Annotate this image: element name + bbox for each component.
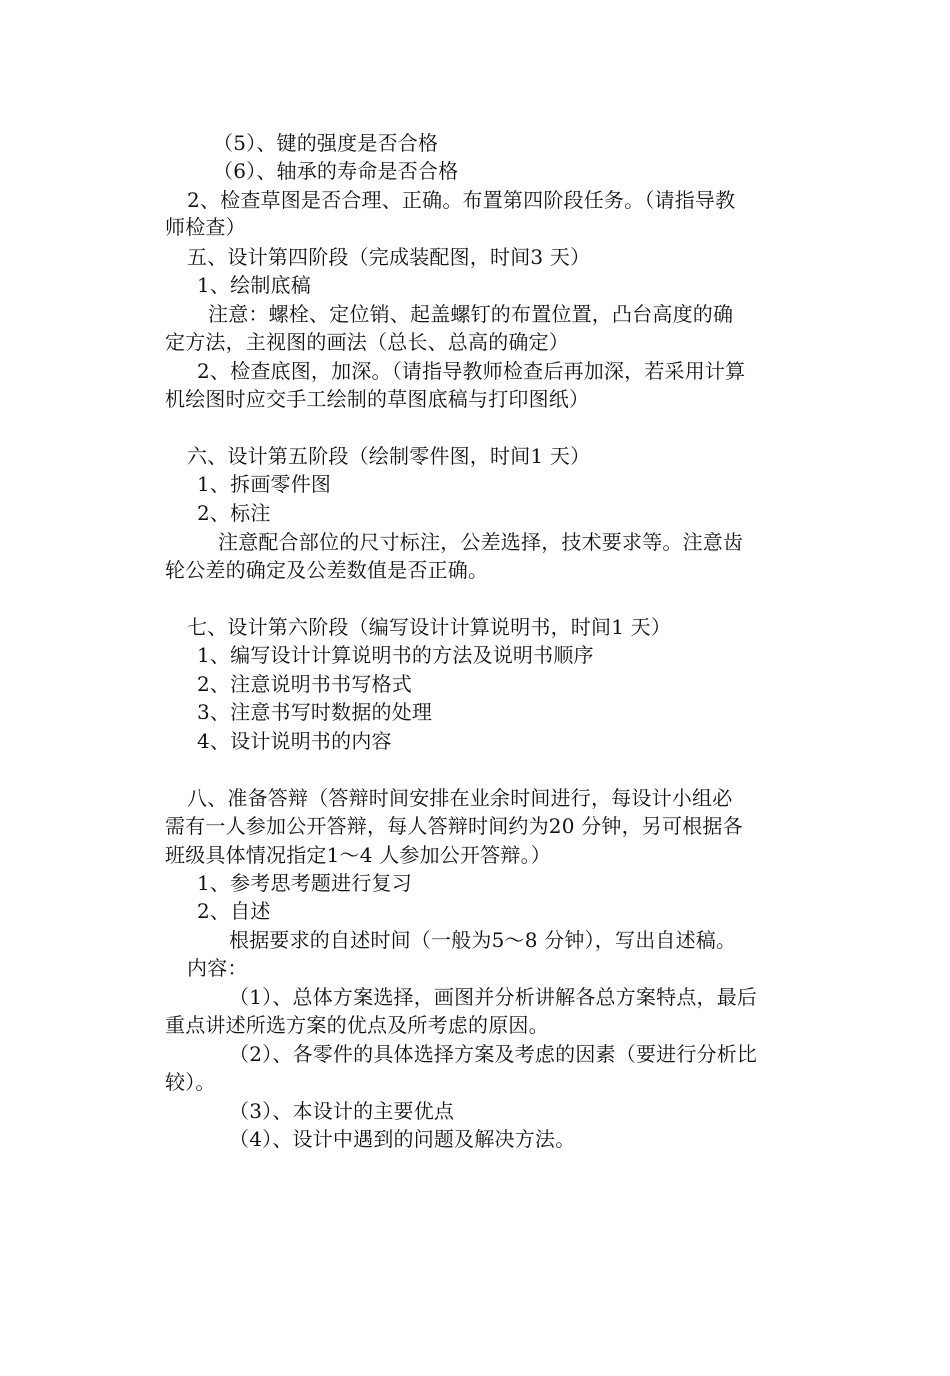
text-line: （4）、设计中遇到的问题及解决方法。 <box>229 1127 576 1151</box>
text-line: 4、设计说明书的内容 <box>197 729 392 753</box>
text-line: 1、拆画零件图 <box>197 472 332 496</box>
text-line: 师检查） <box>165 215 246 239</box>
text-line: 较）。 <box>165 1070 216 1094</box>
text-line: 班级具体情况指定1～4 人参加公开答辩。） <box>165 843 552 867</box>
section-heading: 八、准备答辩（答辩时间安排在业余时间进行，每设计小组必 <box>187 786 733 810</box>
section-heading: 五、设计第四阶段（完成装配图，时间3 天） <box>187 245 591 269</box>
text-line: 2、检查底图，加深。（请指导教师检查后再加深，若采用计算 <box>197 359 746 383</box>
text-line: 2、标注 <box>197 501 271 525</box>
text-line: 定方法，主视图的画法（总长、总高的确定） <box>165 330 569 354</box>
text-line: （1）、总体方案选择，画图并分析讲解各总方案特点，最后 <box>229 985 758 1009</box>
text-line: 2、检查草图是否合理、正确。布置第四阶段任务。（请指导教 <box>187 188 736 212</box>
text-line: 注意：螺栓、定位销、起盖螺钉的布置位置，凸台高度的确 <box>208 302 734 326</box>
text-line: 内容： <box>187 956 248 980</box>
text-line: 1、参考思考题进行复习 <box>197 871 412 895</box>
section-heading: 七、设计第六阶段（编写设计计算说明书，时间1 天） <box>187 615 672 639</box>
text-line: （6）、轴承的寿命是否合格 <box>213 159 459 183</box>
text-line: 1、绘制底稿 <box>197 273 311 297</box>
text-line: 2、注意说明书书写格式 <box>197 672 412 696</box>
text-line: 需有一人参加公开答辩，每人答辩时间约为20 分钟，另可根据各 <box>165 814 743 838</box>
text-line: （5）、键的强度是否合格 <box>213 131 439 155</box>
text-line: （3）、本设计的主要优点 <box>229 1099 455 1123</box>
text-line: 轮公差的确定及公差数值是否正确。 <box>165 558 489 582</box>
text-line: 根据要求的自述时间（一般为5～8 分钟），写出自述稿。 <box>229 928 737 952</box>
text-line: 2、自述 <box>197 899 271 923</box>
text-line: 3、注意书写时数据的处理 <box>197 700 433 724</box>
text-line: 重点讲述所选方案的优点及所考虑的原因。 <box>165 1013 549 1037</box>
section-heading: 六、设计第五阶段（绘制零件图，时间1 天） <box>187 444 591 468</box>
text-line: 1、编写设计计算说明书的方法及说明书顺序 <box>197 643 594 667</box>
text-line: 机绘图时应交手工绘制的草图底稿与打印图纸） <box>165 387 590 411</box>
text-line: （2）、各零件的具体选择方案及考虑的因素（要进行分析比 <box>229 1042 758 1066</box>
text-line: 注意配合部位的尺寸标注，公差选择，技术要求等。注意齿 <box>218 530 744 554</box>
